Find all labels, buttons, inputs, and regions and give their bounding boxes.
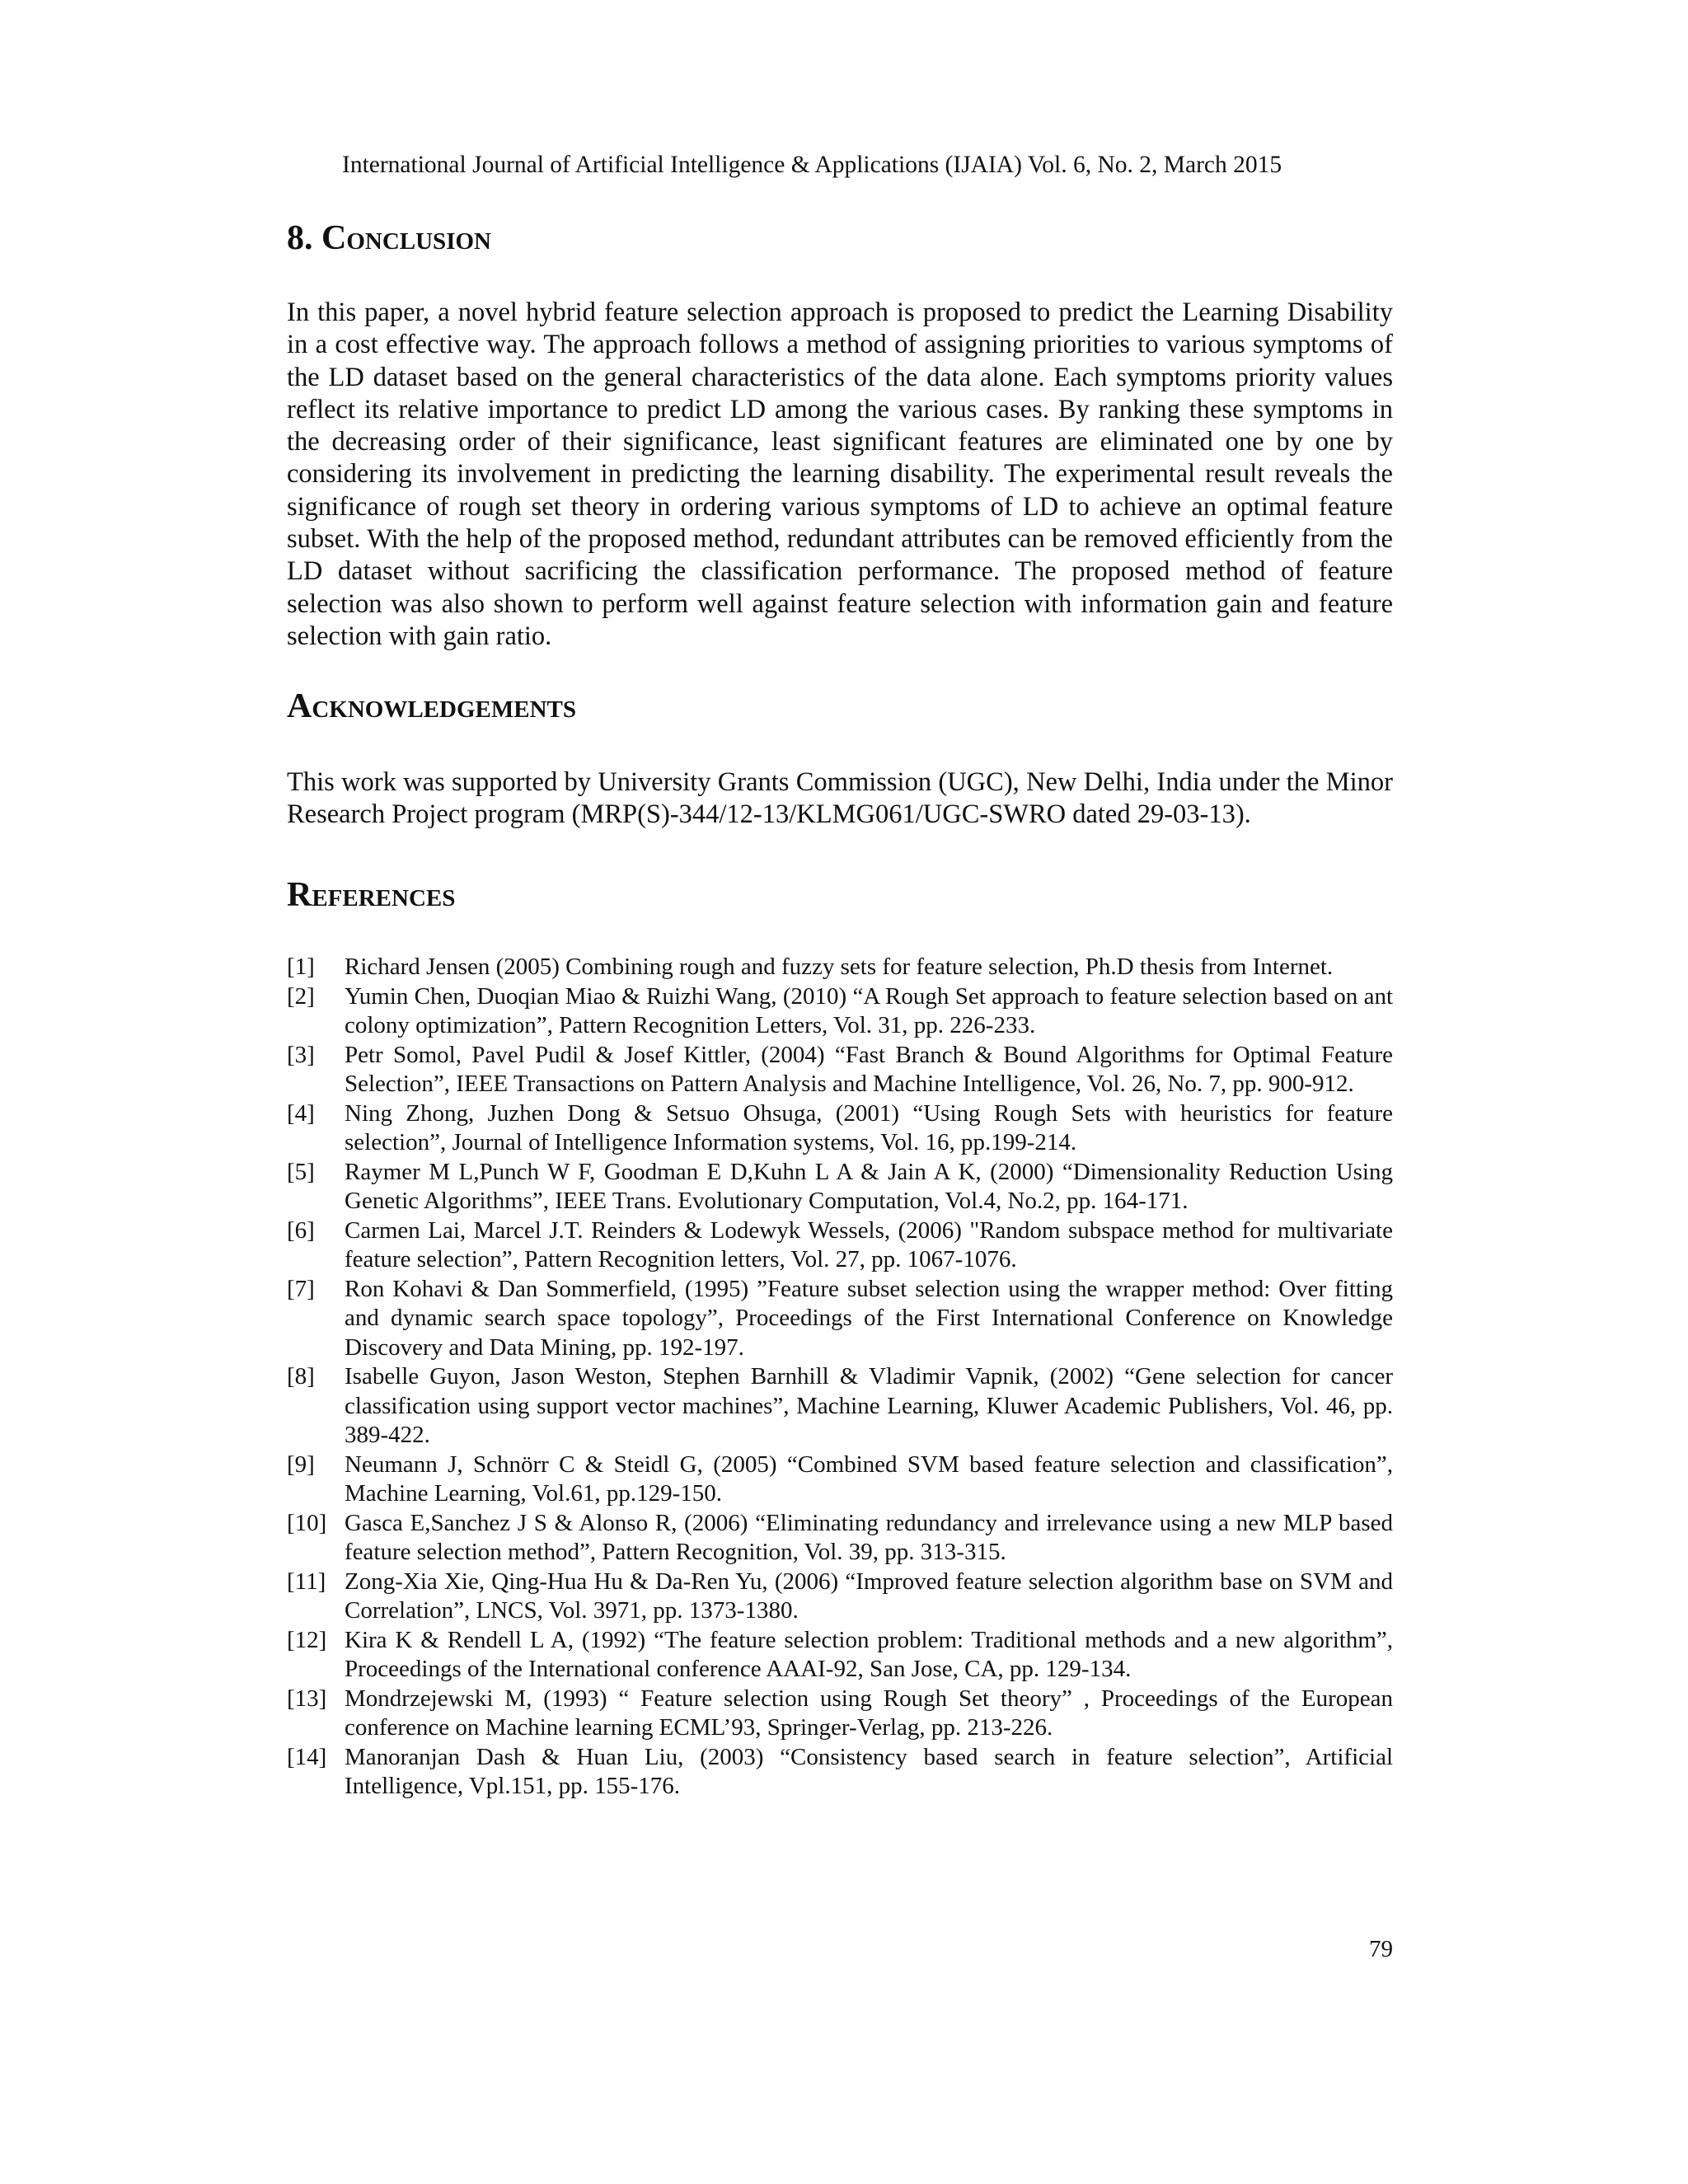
reference-item [287, 1216, 1393, 1275]
reference-number: [11] [287, 1568, 326, 1595]
reference-item [287, 1099, 1393, 1158]
reference-item [287, 1041, 1393, 1099]
reference-number: [12] [287, 1626, 327, 1653]
reference-number: [2] [287, 982, 315, 1010]
reference-text: Yumin Chen, Duoqian Miao & Ruizhi Wang, (2010) “A Rough Set approach to feature selection based on ant colony optimization”, Pattern Recognition Letters, Vol. 31, pp. 226-233. [345, 982, 1393, 1038]
reference-item [287, 1509, 1393, 1568]
conclusion-heading: 8. Conclusion [287, 219, 491, 257]
running-header: International Journal of Artificial Intelligence & Applications (IJAIA) Vol. 6, No. 2, March 2015 [342, 152, 1282, 178]
reference-number: [13] [287, 1685, 327, 1712]
reference-item [287, 1362, 1393, 1451]
reference-text: Ron Kohavi & Dan Sommerfield, (1995) ”Feature subset selection using the wrapper method: Over fitting and dynamic search space topology”, Proceedings of the First International Conference on Knowledge Discovery and Data Mining, pp. 192-197. [345, 1275, 1393, 1361]
acknowledgements-heading: Acknowledgements [287, 687, 576, 725]
reference-item [287, 982, 1393, 1041]
reference-text: Petr Somol, Pavel Pudil & Josef Kittler, (2004) “Fast Branch & Bound Algorithms for Optimal Feature Selection”, IEEE Transactions on Pattern Analysis and Machine Intelligence, Vol. 26, No. 7, pp. 900-912. [345, 1041, 1393, 1097]
reference-text: Zong-Xia Xie, Qing-Hua Hu & Da-Ren Yu, (2006) “Improved feature selection algorithm base on SVM and Correlation”, LNCS, Vol. 3971, pp. 1373-1380. [345, 1568, 1393, 1624]
reference-number: [1] [287, 954, 315, 980]
reference-item [287, 1275, 1393, 1363]
reference-item [287, 1685, 1393, 1743]
reference-item [287, 1626, 1393, 1685]
reference-text: Isabelle Guyon, Jason Weston, Stephen Barnhill & Vladimir Vapnik, (2002) “Gene selection for cancer classification using support vector machines”, Machine Learning, Kluwer Academic Publishers, Vol. 46, pp. 389-422. [345, 1363, 1393, 1448]
reference-item [287, 953, 1393, 982]
reference-list [287, 953, 1393, 1802]
reference-text: Neumann J, Schnörr C & Steidl G, (2005) “Combined SVM based feature selection and classification”, Machine Learning, Vol.61, pp.129-150. [345, 1451, 1393, 1507]
reference-text: Ning Zhong, Juzhen Dong & Setsuo Ohsuga, (2001) “Using Rough Sets with heuristics for feature selection”, Journal of Intelligence Information systems, Vol. 16, pp.199-214. [345, 1099, 1393, 1155]
reference-number: [5] [287, 1158, 315, 1185]
reference-item [287, 1743, 1393, 1802]
reference-text: Gasca E,Sanchez J S & Alonso R, (2006) “Eliminating redundancy and irrelevance using a new MLP based feature selection method”, Pattern Recognition, Vol. 39, pp. 313-315. [345, 1509, 1393, 1565]
page-number: 79 [1369, 1936, 1393, 1962]
reference-item [287, 1451, 1393, 1509]
reference-number: [9] [287, 1451, 315, 1478]
reference-number: [7] [287, 1275, 315, 1302]
reference-number: [10] [287, 1509, 327, 1536]
reference-number: [6] [287, 1216, 315, 1244]
reference-number: [3] [287, 1041, 315, 1068]
acknowledgements-paragraph: This work was supported by University Grants Commission (UGC), New Delhi, India under the Minor Research Project program (MRP(S)-344/12-13/KLMG061/UGC-SWRO dated 29-03-13). [287, 767, 1393, 830]
reference-number: [14] [287, 1743, 327, 1770]
conclusion-paragraph: In this paper, a novel hybrid feature selection approach is proposed to predict the Learning Disability in a cost effective way. The approach follows a method of assigning priorities to various symptoms of the LD dataset based on the general characteristics of the data alone. Each symptoms priority values reflect its relative importance to predict LD among the various cases. By ranking these symptoms in the decreasing order of their significance, least significant features are eliminated one by one by considering its involvement in predicting the learning disability. The experimental result reveals the significance of rough set theory in ordering various symptoms of LD to achieve an optimal feature subset. With the help of the proposed method, redundant attributes can be removed efficiently from the LD dataset without sacrificing the classification performance. The proposed method of feature selection was also shown to perform well against feature selection with information gain and feature selection with gain ratio. [287, 298, 1393, 651]
reference-text: Raymer M L,Punch W F, Goodman E D,Kuhn L A & Jain A K, (2000) “Dimensionality Reduction Using Genetic Algorithms”, IEEE Trans. Evolutionary Computation, Vol.4, No.2, pp. 164-171. [345, 1158, 1393, 1214]
reference-number: [4] [287, 1099, 315, 1127]
reference-text: Manoranjan Dash & Huan Liu, (2003) “Consistency based search in feature selection”, Artificial Intelligence, Vpl.151, pp. 155-176. [345, 1743, 1393, 1799]
reference-item [287, 1568, 1393, 1626]
reference-item [287, 1158, 1393, 1216]
reference-text: Kira K & Rendell L A, (1992) “The feature selection problem: Traditional methods and a new algorithm”, Proceedings of the International conference AAAI-92, San Jose, CA, pp. 129-134. [345, 1626, 1393, 1682]
reference-number: [8] [287, 1363, 315, 1390]
reference-text: Richard Jensen (2005) Combining rough and fuzzy sets for feature selection, Ph.D thesis from Internet. [345, 954, 1334, 980]
reference-text: Mondrzejewski M, (1993) “ Feature selection using Rough Set theory” , Proceedings of the European conference on Machine learning ECML’93, Springer-Verlag, pp. 213-226. [345, 1685, 1393, 1741]
references-heading: References [287, 876, 456, 914]
reference-text: Carmen Lai, Marcel J.T. Reinders & Lodewyk Wessels, (2006) "Random subspace method for multivariate feature selection”, Pattern Recognition letters, Vol. 27, pp. 1067-1076. [345, 1216, 1393, 1272]
